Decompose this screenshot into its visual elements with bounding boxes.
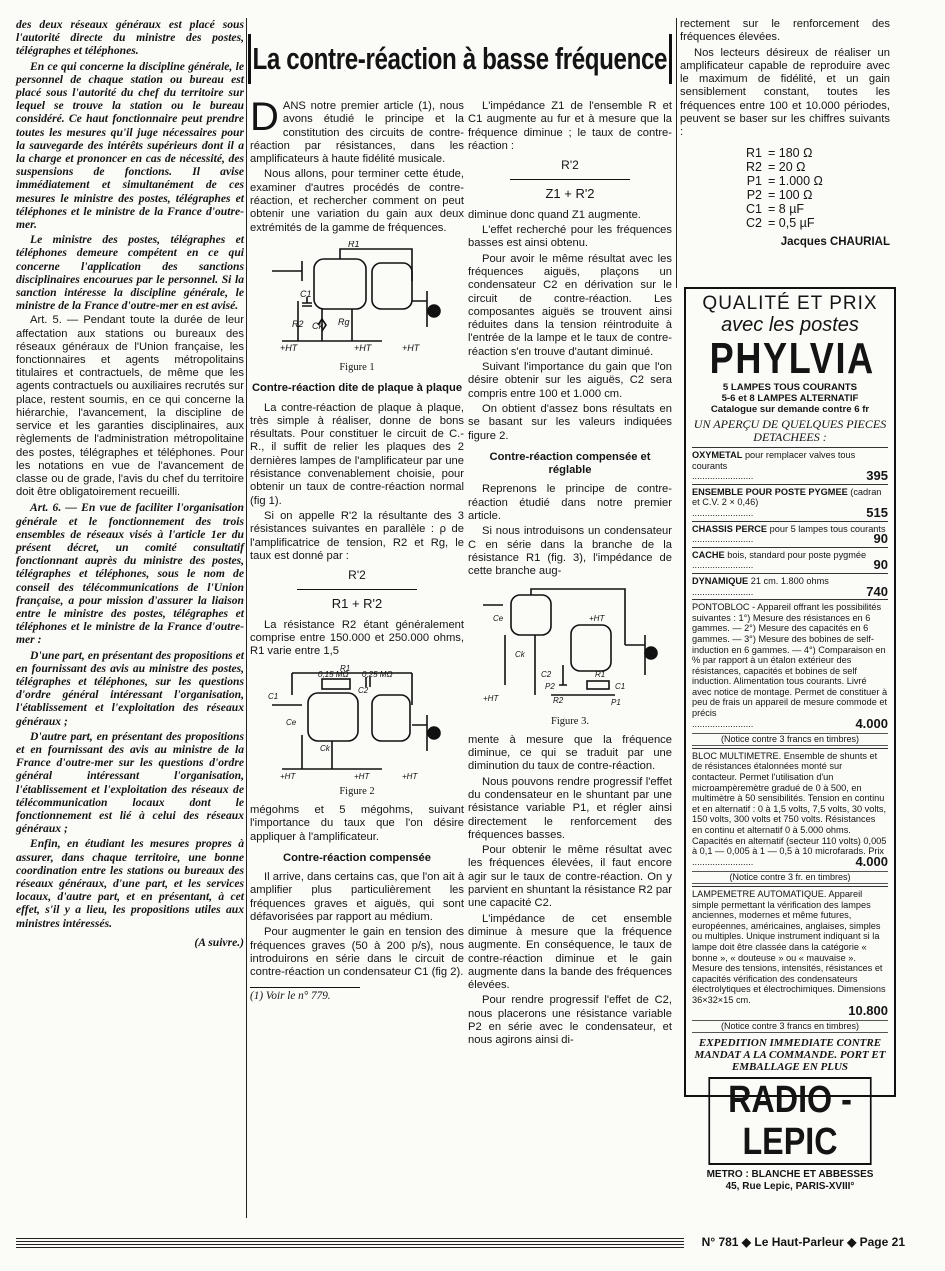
- article-paragraph: La résistance R2 étant généralement comprise entre 150.000 et 250.000 ohms, R1 varie entre 1,5: [250, 618, 464, 658]
- ad-notice: (Notice contre 3 francs en timbres): [692, 1020, 888, 1033]
- decree-column: [16, 18, 244, 949]
- figure-3-caption: Figure 3.: [551, 715, 589, 727]
- decree-article-6: Art. 6. — En vue de faciliter l'organisation générale et le fonctionnement des trois ensembles de réseaux visés à l'article 1er du présent décret, un comité consultatif fonctionnant auprès du ministre des postes, télégraphes et téléphones, sous le nom de conseil des télécommunications de l'Union française, a pour mission d'assurer la liaison entre le ministre des postes, télégraphes et téléphones et le ministre de la France d'outre-mer :: [16, 501, 244, 647]
- ad-item: ENSEMBLE POUR POSTE PYGMEE (cadran et C.V. 2 × 0,46) ........................ 515: [692, 484, 888, 521]
- article-paragraph: Reprenons le principe de contre-réaction étudié dans notre premier article.: [468, 483, 672, 523]
- value-row: R1 = 180 Ω: [746, 145, 813, 160]
- ad-expedition: EXPEDITION IMMEDIATE CONTRE MANDAT A LA COMMANDE. PORT ET EMBALLAGE EN PLUS: [694, 1036, 886, 1073]
- svg-text:P2: P2: [545, 681, 555, 691]
- decree-paragraph: D'une part, en présentant des propositions et en fournissant des avis au ministre des postes, télégraphes et téléphones, sur les questions d'ordre général intéressant l'organisation, l'établissement et l'exploitation des réseaux généraux ;: [16, 648, 244, 728]
- value-row: R2 = 20 Ω: [746, 159, 806, 174]
- drop-cap: D: [250, 95, 279, 139]
- ad-headline: QUALITÉ ET PRIX: [702, 293, 878, 314]
- ad-line: 5-6 et 8 LAMPES ALTERNATIF: [721, 393, 859, 404]
- ad-shop-name: RADIO - LEPIC: [708, 1077, 871, 1165]
- svg-text:R1: R1: [348, 240, 360, 249]
- svg-text:Ck: Ck: [515, 649, 525, 659]
- figure-1-schematic: [262, 241, 452, 359]
- formula-1: [250, 569, 464, 611]
- component-values: [720, 146, 890, 230]
- svg-text:0,25 MΩ: 0,25 MΩ: [362, 669, 393, 679]
- article-paragraph: Nos lecteurs désireux de réaliser un amplificateur capable de reproduire avec le maximum de fidélité, et un gain sensiblement constant, toutes les fréquences entre 100 et 10.000 périodes, peuvent se baser sur les chiffres suivants :: [680, 46, 890, 139]
- article-paragraph: rectement sur le renforcement des fréquences élevées.: [680, 18, 890, 44]
- svg-text:R1: R1: [340, 664, 351, 673]
- decree-article-5: Art. 5. — Pendant toute la durée de leur affectation aux stations ou bureaux des réseaux généraux de l'Union française, les fonctionnaires et agents métropolitains titulaires et contractuels, de même que les agents contractuels ou auxiliaires recrutés sur place, restent soumis, en ce qui concerne la hiérarchie, l'avancement, la discipline de service et les garanties disciplinaires, aux règlements de l'administration métropolitaine des postes, télégraphes et téléphones. Pour les notations en vue de l'avancement de classe ou de grade, l'avis du chef du territoire doit être obligatoirement recueilli.: [16, 314, 244, 499]
- page-footer: N° 781 ◆ Le Haut-Parleur ◆ Page 21: [701, 1235, 905, 1249]
- svg-text:R1: R1: [595, 669, 606, 679]
- intro-text: ANS notre premier article (1), nous avons étudié le principe et la constitution des circuits de contre-réaction par résistances, dans les amplificateurs à haute fidélité musicale.: [250, 100, 464, 166]
- ad-item: CACHE bois, standard pour poste pygmée ........................ 90: [692, 547, 888, 573]
- svg-text:Ck: Ck: [312, 320, 323, 331]
- fraction-bar: [510, 179, 630, 180]
- decree-paragraph: D'autre part, en présentant des propositions et en fournissant des avis au ministre de la France d'outre-mer sur les questions d'ordre général intéressant l'organisation, l'établissement et l'exploitation des réseaux de télécommunication locaux dont le fonctionnement est lié à celui des réseaux généraux ;: [16, 729, 244, 836]
- article-paragraph: Nous allons, pour terminer cette étude, examiner d'autres procédés de contre-réaction, et rechercher comment on peut obtenir une variation du gain aux deux extrémités de la gamme de fréquences.: [250, 168, 464, 234]
- article-paragraph: mente à mesure que la fréquence diminue, ce qui se traduit par une diminution du taux de contre-réaction.: [468, 733, 672, 773]
- section-heading: Contre-réaction compensée et réglable: [489, 450, 651, 477]
- svg-text:+HT: +HT: [354, 342, 372, 353]
- footnote: (1) Voir le n° 779.: [250, 987, 360, 1003]
- article-paragraph: Il arrive, dans certains cas, que l'on ait à amplifier plus particulièrement les fréquences graves et aiguës, qui sont défavorisées par rapport au médium.: [250, 871, 464, 923]
- formula-numerator: R'2: [348, 568, 366, 583]
- svg-text:+HT: +HT: [483, 693, 499, 703]
- decree-paragraph: Enfin, en étudiant les mesures propres à assurer, dans chaque territoire, une bonne coordination entre les stations ou bureaux des réseaux généraux, d'une part, et les services locaux, d'autre part, et en présentant, à cet effet, s'il y a lieu, les propositions utiles aux ministres intéressés.: [16, 837, 244, 930]
- article-paragraph: Nous pouvons rendre progressif l'effet du condensateur en le shuntant par une résistance variable P1, et régler ainsi directement le renforcement des fréquences basses.: [468, 775, 672, 841]
- svg-text:+HT: +HT: [402, 771, 418, 781]
- svg-text:+HT: +HT: [402, 342, 420, 353]
- ad-address-metro: METRO : BLANCHE ET ABBESSES: [706, 1168, 874, 1180]
- formula-denominator: R1 + R'2: [331, 596, 383, 612]
- svg-text:Ce: Ce: [493, 613, 504, 623]
- formula-denominator: Z1 + R'2: [545, 186, 595, 202]
- ad-subheadline: avec les postes: [721, 314, 859, 336]
- ad-lampemetre: LAMPEMETRE AUTOMATIQUE. Appareil simple permettant la vérification des lampes anciennes, modernes et même futures, européennes, américaines, anglaises, simples ou multiples. Unique instrument indiquant si la lampe doit être classée dans la catégorie « bonne », « douteuse » ou « mauvaise ». Mesure des tensions, intensités, résistances et capacités vérification des condensateurs électrolytiques et électrochimiques. Dimensions 36×32×15 cm. 10.800: [692, 886, 888, 1018]
- article-title-box: [248, 34, 672, 84]
- svg-text:C1: C1: [300, 288, 312, 299]
- decree-paragraph: des deux réseaux généraux est placé sous l'autorité directe du ministre des postes, télégraphes et téléphones.: [16, 18, 244, 58]
- svg-text:C1: C1: [615, 681, 626, 691]
- ad-line: 5 LAMPES TOUS COURANTS: [722, 382, 858, 393]
- svg-text:P1: P1: [611, 697, 621, 707]
- svg-text:Ce: Ce: [286, 717, 297, 727]
- footer-rule: [16, 1238, 684, 1250]
- article-paragraph: Suivant l'importance du gain que l'on désire obtenir sur les aiguës, C2 sera compris entre 100 et 1.000 cm.: [468, 361, 672, 400]
- value-row: C2 = 0,5 µF: [746, 215, 815, 230]
- section-heading: Contre-réaction dite de plaque à plaque: [251, 382, 463, 395]
- advertisement: [684, 287, 896, 1192]
- article-paragraph: diminue donc quand Z1 augmente.: [468, 208, 641, 221]
- ad-item: DYNAMIQUE 21 cm. 1.800 ohms ........................ 740: [692, 573, 888, 599]
- article-paragraph: L'impédance Z1 de l'ensemble R et C1 augmente au fur et à mesure que la fréquence diminue ; le taux de contre-réaction :: [468, 100, 672, 152]
- value-row: P2 = 100 Ω: [746, 187, 813, 202]
- svg-text:R2: R2: [553, 695, 564, 705]
- article-paragraph: Si nous introduisons un condensateur C en série dans la branche de la résistance R1 (fig. 3), l'impédance de cette branche aug-: [468, 525, 672, 578]
- article-title: La contre-réaction à basse fréquence: [252, 41, 668, 76]
- svg-text:+HT: +HT: [280, 771, 296, 781]
- ad-section-title: UN APERÇU DE QUELQUES PIECES DETACHEES :: [693, 417, 887, 444]
- svg-text:C1: C1: [268, 691, 279, 701]
- ad-line: Catalogue sur demande contre 6 fr: [710, 404, 870, 415]
- ad-notice: (Notice contre 3 francs en timbres): [692, 733, 888, 746]
- formula-2: [468, 159, 672, 201]
- decree-paragraph: Le ministre des postes, télégraphes et téléphones demeure compétent en ce qui concerne l'application des sanctions disciplinaires encourues par le personnel. Si la sanction intéresse la discipline générale, le ministre de la France d'outre-mer en est avisé.: [16, 233, 244, 313]
- author-signature: Jacques CHAURIAL: [780, 235, 890, 248]
- ad-item: CHASSIS PERCE pour 5 lampes tous courants ........................ 90: [692, 521, 888, 547]
- ad-brand: PHYLVIA: [709, 334, 875, 383]
- article-column-2: [250, 95, 464, 1004]
- figure-2-caption: Figure 2: [339, 785, 375, 797]
- section-heading: Contre-réaction compensée: [283, 851, 431, 864]
- decree-paragraph: En ce qui concerne la discipline générale, le personnel de chaque station ou bureau est placé sous l'autorité du chef du territoire sur lequel se trouve la station ou le bureau considéré. Ce haut fonctionnaire peut prendre toutes les mesures qu'il juge nécessaires pour la sauvegarde des intérêts supérieurs dont il a la charge et prononcer en cas de nécessité, des suspensions de fonctions. Il avise immédiatement et simultanément de ces mesures le ministre des postes, télégraphes et téléphones et le ministre de la France d'outre-mer.: [16, 59, 244, 232]
- svg-text:C2: C2: [358, 685, 369, 695]
- article-column-3: [468, 100, 672, 1050]
- column-divider: [676, 18, 677, 288]
- article-paragraph: On obtient d'assez bons résultats en se basant sur les valeurs indiquées figure 2.: [468, 402, 672, 442]
- ad-item: OXYMETAL pour remplacer valves tous courants ........................ 395: [692, 447, 888, 484]
- article-paragraph: Pour rendre progressif l'effet de C2, nous placerons une résistance variable P2 en série avec le condensateur, et nous agirons ainsi di-: [468, 994, 672, 1047]
- article-paragraph: L'impédance de cet ensemble diminue à mesure que la fréquence augmente. En conséquence, le taux de contre-réaction diminue et le gain augmente dans la bande des fréquences élevées.: [468, 912, 672, 992]
- article-paragraph: Si on appelle R'2 la résultante des 3 résistances suivantes en parallèle : ρ de l'amplificatrice de tension, R2 et Rg, le taux est donné par :: [250, 509, 464, 562]
- article-paragraph: Pour avoir le même résultat avec les fréquences aiguës, plaçons un condensateur C2 en dérivation sur le circuit de contre-réaction. Les composantes aiguës se trouvent ainsi réduites dans la tension réintroduite à l'entrée de la lampe et le taux de contre-réaction s'en trouve d'autant diminué.: [468, 252, 672, 358]
- to-be-continued: (A suivre.): [194, 935, 244, 949]
- article-paragraph: Pour augmenter le gain en tension des fréquences graves (50 à 200 p/s), nous introduirons en série dans le circuit de contre-réaction un condensateur C1 (fig 2).: [250, 926, 464, 979]
- svg-text:Rg: Rg: [338, 316, 350, 327]
- ad-pontobloc: PONTOBLOC - Appareil offrant les possibilités suivantes : 1°) Mesure des résistances en 6 gammes. — 2°) Mesure des capacités en 6 gammes. — 3°) Mesure des bobines de self-induction en 6 gammes. — 4°) Comparaison en % par rapport à un étalon extérieur des résistances, capacités et bobines de self induction. Alimentation tous courants. Livré avec notice de montage. Permet de constituer à peu de frais un appareil de mesure commode et précis ........................ 4.000: [692, 599, 888, 731]
- svg-text:C2: C2: [541, 669, 552, 679]
- ad-multimetre: BLOC MULTIMETRE. Ensemble de shunts et de résistances étalonnées monté sur contacteur. Permet l'utilisation d'un microampèremètre gradué de 0 à 500, en multimètre à 50 sensibilités. Tension en continu et en alternatif : 0 à 1,5 volts, 7,5 volts, 30 volts, 150 volts, 300 volts et 750 volts. Résistances en continu et alternatif 0 à 5.000 ohms. Capacités en alternatif (secteur 110 volts) 0,005 à 0,1 — 0,005 à 1 — 0,5 à 10 microfarads. Prix ........................ 4.000: [692, 748, 888, 870]
- article-paragraph: Pour obtenir le même résultat avec les fréquences élevées, il faut encore agir sur le taux de contre-réaction. On y parvient en shuntant la résistance R2 par une capacité C2.: [468, 844, 672, 910]
- svg-text:R2: R2: [292, 318, 304, 329]
- figure-3-schematic: [475, 585, 665, 713]
- formula-numerator: R'2: [561, 158, 579, 173]
- svg-text:+HT: +HT: [354, 771, 370, 781]
- figure-1-caption: Figure 1: [339, 361, 375, 373]
- article-paragraph: L'effet recherché pour les fréquences basses est ainsi obtenu.: [468, 224, 672, 250]
- article-paragraph: mégohms et 5 mégohms, suivant l'importance du taux que l'on désire appliquer à l'amplificateur.: [250, 803, 464, 843]
- article-column-4: [680, 18, 890, 249]
- ad-notice: (Notice contre 3 fr. en timbres): [692, 871, 888, 884]
- ad-address-street: 45, Rue Lepic, PARIS-XVIII°: [725, 1180, 855, 1192]
- figure-2-schematic: [262, 665, 452, 783]
- column-divider: [246, 18, 247, 1218]
- value-row: P1 = 1.000 Ω: [746, 173, 823, 188]
- article-paragraph: La contre-réaction de plaque à plaque, très simple à réaliser, donne de bons résultats. Pour constituer le circuit de C.-R., il suffit de relier les plaques des 2 dernières lampes de l'amplificateur par une résistance convenablement choisie, pour obtenir un taux de contre-réaction normal (fig 1).: [250, 401, 464, 507]
- svg-text:0,15 MΩ: 0,15 MΩ: [318, 669, 349, 679]
- svg-text:Ck: Ck: [320, 743, 330, 753]
- svg-text:+HT: +HT: [280, 342, 298, 353]
- svg-text:+HT: +HT: [589, 613, 605, 623]
- fraction-bar: [297, 589, 417, 590]
- value-row: C1 = 8 µF: [746, 201, 805, 216]
